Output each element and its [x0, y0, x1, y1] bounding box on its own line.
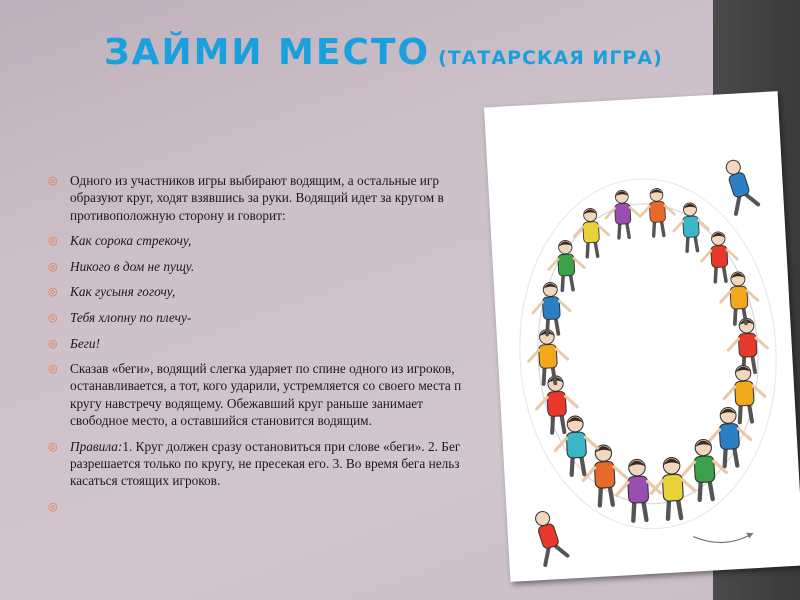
- bullet-icon: ◎: [48, 285, 58, 299]
- bullet-icon: ◎: [48, 234, 58, 248]
- text-line: кругу навстречу водящему. Обежавший круг раньше занимает: [70, 395, 423, 411]
- text-line: останавливается, а тот, кого ударили, устремляется со своего места п: [70, 378, 462, 394]
- bullet-icon: ◎: [48, 499, 58, 513]
- child-figure: [554, 415, 599, 476]
- paragraph-verse: [48, 232, 538, 249]
- child-figure: [639, 188, 676, 237]
- child-figure: [527, 328, 569, 384]
- child-figure: [681, 438, 728, 500]
- text-line: Сказав «беги», водящий слегка ударяет по спине одного из игроков,: [70, 361, 455, 377]
- bullet-icon: ◎: [48, 310, 58, 324]
- paragraph-rules: [48, 438, 538, 490]
- illustration-card: [484, 91, 800, 582]
- text-line: Как гусыня гогочу,: [70, 284, 176, 300]
- slide-title: [104, 32, 663, 73]
- text-content: [48, 172, 538, 513]
- child-figure: [672, 202, 709, 252]
- text-line: образуют круг, ходят взявшись за руки. Водящий идет за кругом в: [70, 190, 444, 206]
- rules-label: Правила:: [70, 438, 123, 454]
- children-circle-game-illustration: [484, 91, 800, 582]
- text-line: касаться стоящих игроков.: [70, 473, 221, 489]
- title-subtitle: (ТАТАРСКАЯ ИГРА): [438, 47, 663, 69]
- text-line: Как сорока стрекочу,: [70, 233, 192, 249]
- bullet-icon: ◎: [48, 336, 58, 350]
- bullet-icon: ◎: [48, 362, 58, 376]
- paragraph-verse: [48, 335, 538, 352]
- paragraph-description: [48, 360, 538, 429]
- bullet-icon: ◎: [48, 439, 58, 453]
- motion-arrow: [693, 533, 753, 544]
- child-figure: [572, 208, 609, 258]
- runner-figure: [720, 157, 759, 214]
- child-figure: [604, 189, 641, 238]
- paragraph-verse: [48, 309, 538, 326]
- text-line: Одного из участников игры выбирают водящим, а остальные игр: [70, 173, 440, 188]
- child-figure: [531, 281, 571, 335]
- text-line: 1. Круг должен сразу остановиться при слове «беги». 2. Бег: [122, 438, 461, 454]
- text-line: Беги!: [70, 335, 101, 351]
- child-figure: [615, 458, 662, 521]
- child-figure: [727, 317, 769, 373]
- text-line: Никого в дом не пущу.: [70, 258, 195, 274]
- title-main: ЗАЙМИ МЕСТО: [104, 32, 431, 73]
- child-figure: [581, 444, 628, 506]
- text-line: свободное место, а оставшийся становится водящим.: [70, 413, 372, 429]
- paragraph-intro: [48, 172, 538, 224]
- runner-figure: [529, 508, 568, 565]
- text-line: разрешается только по кругу, не пресекая его. 3. Во время бега нельз: [70, 455, 460, 471]
- text-line: Тебя хлопну по плечу-: [70, 309, 192, 325]
- bullet-icon: ◎: [48, 259, 58, 273]
- bullet-icon: ◎: [48, 174, 58, 187]
- text-line: противоположную сторону и говорит:: [70, 207, 286, 223]
- paragraph-verse: [48, 283, 538, 300]
- paragraph-verse: [48, 258, 538, 275]
- motion-arrowhead: [746, 532, 753, 538]
